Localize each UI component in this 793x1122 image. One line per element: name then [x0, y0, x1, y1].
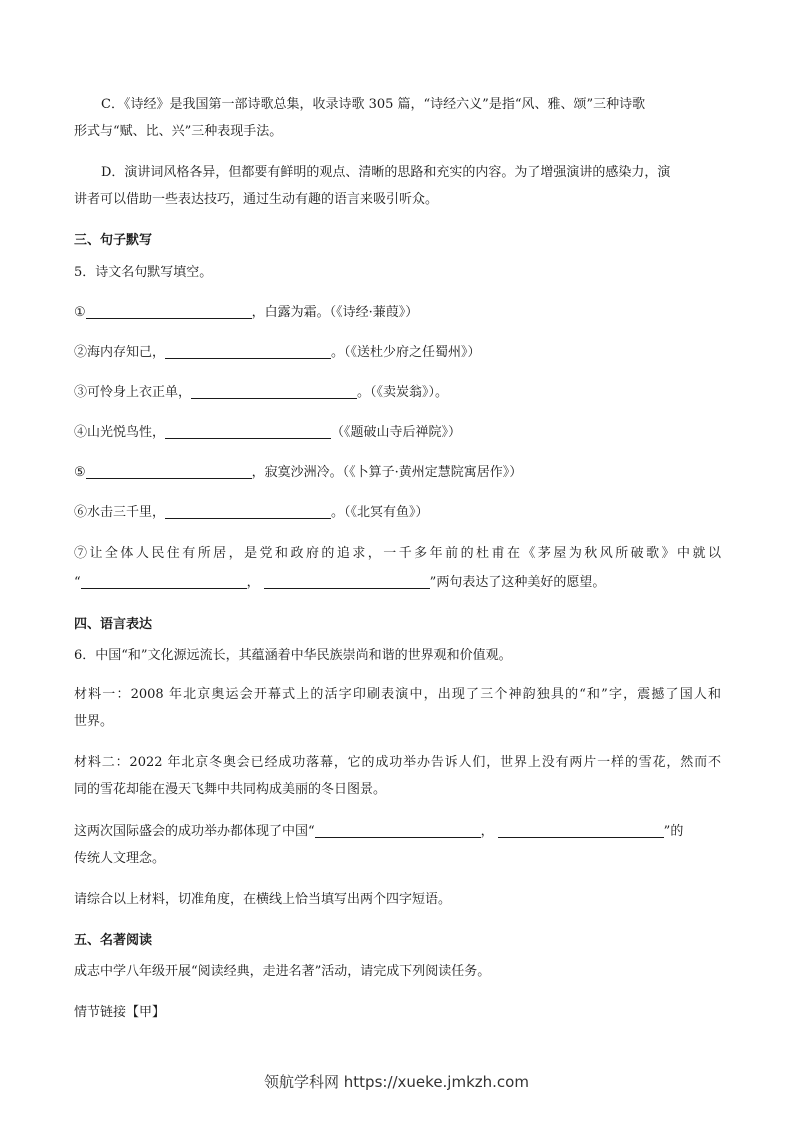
answer-blank-4[interactable] — [165, 424, 331, 439]
option-d-line2: 讲者可以借助一些表达技巧，通过生动有趣的语言来吸引听众。 — [74, 192, 439, 207]
recite-item-4-suffix: （《题破山寺后禅院》） — [331, 425, 462, 440]
section-4-heading: 四、语言表达 — [74, 617, 153, 632]
material-2-line1: 材料二：2022 年北京冬奥会已经成功落幕，它的成功举办告诉人们，世界上没有两片一样的雪花，然而不 — [74, 755, 721, 770]
recite-item-7-line2 — [74, 574, 605, 592]
recite-item-6-prefix: ⑥水击三千里， — [74, 505, 166, 520]
recite-item-2-suffix: 。（《送杜少府之任蜀州》） — [331, 345, 481, 360]
question-6-instruction: 请综合以上材料，切准角度，在横线上恰当填写出两个四字短语。 — [74, 892, 452, 907]
plot-link-label: 情节链接【甲】 — [74, 1005, 166, 1020]
recite-item-1 — [74, 304, 418, 322]
answer-blank-1[interactable] — [86, 304, 252, 319]
section-3-heading: 三、句子默写 — [74, 233, 153, 248]
recite-item-1-suffix: ，白露为霜。（《诗经·蒹葭》） — [251, 305, 419, 320]
recite-item-5-suffix: ，寂寞沙洲冷。（《卜算子·黄州定慧院寓居作》） — [251, 465, 523, 480]
recite-item-6 — [74, 504, 429, 522]
recite-item-5 — [74, 464, 522, 482]
answer-blank-3[interactable] — [191, 384, 357, 399]
blank-sentence-comma: ， — [480, 824, 494, 839]
recite-item-1-prefix: ① — [74, 305, 86, 320]
answer-blank-7a[interactable] — [81, 574, 247, 589]
recite-item-5-prefix: ⑤ — [74, 465, 86, 480]
blank-sentence-suffix: ”的 — [663, 824, 684, 839]
recite-item-3-suffix: 。（《卖炭翁》）。 — [357, 385, 449, 400]
answer-blank-6[interactable] — [165, 504, 331, 519]
option-c-line1: C．《诗经》是我国第一部诗歌总集，收录诗歌 305 篇，“诗经六义”是指“风、雅、颂”三种诗歌 — [101, 97, 646, 112]
recite-item-7-open-quote: “ — [74, 575, 81, 590]
recite-item-4-prefix: ④山光悦鸟性， — [74, 425, 166, 440]
answer-blank-8a[interactable] — [315, 823, 481, 838]
question-6-blank-sentence — [74, 823, 683, 841]
answer-blank-8b[interactable] — [498, 823, 664, 838]
answer-blank-2[interactable] — [165, 344, 331, 359]
blank-sentence-prefix: 这两次国际盛会的成功举办都体现了中国“ — [74, 824, 315, 839]
option-d-line1: D．演讲词风格各异，但都要有鲜明的观点、清晰的思路和充实的内容。为了增强演讲的感染力，演 — [101, 165, 671, 180]
option-c-line2: 形式与“赋、比、兴”三种表现手法。 — [74, 124, 283, 139]
material-1-line2: 世界。 — [74, 714, 114, 729]
recite-item-3-prefix: ③可怜身上衣正单， — [74, 385, 192, 400]
question-6: 6．中国“和”文化源远流长，其蕴涵着中华民族崇尚和谐的世界观和价值观。 — [74, 648, 512, 663]
recite-item-4 — [74, 424, 461, 442]
recite-item-7-line1: ⑦让全体人民住有所居，是党和政府的追求，一千多年前的杜甫在《茅屋为秋风所破歌》中就以 — [74, 546, 721, 561]
recite-item-6-suffix: 。（《北冥有鱼》） — [331, 505, 429, 520]
recite-item-7-suffix: ”两句表达了这种美好的愿望。 — [429, 575, 606, 590]
blank-sentence-line2: 传统人文理念。 — [74, 851, 166, 866]
recite-item-2-prefix: ②海内存知己， — [74, 345, 166, 360]
section-5-intro: 成志中学八年级开展“阅读经典，走进名著”活动，请完成下列阅读任务。 — [74, 964, 491, 979]
recite-item-7-comma: ， — [246, 575, 260, 590]
section-5-heading: 五、名著阅读 — [74, 933, 153, 948]
material-2-line2: 同的雪花却能在漫天飞舞中共同构成美丽的冬日图景。 — [74, 782, 387, 797]
recite-item-2 — [74, 344, 481, 362]
question-5: 5．诗文名句默写填空。 — [74, 265, 213, 280]
answer-blank-5[interactable] — [86, 464, 252, 479]
material-1-line1: 材料一：2008 年北京奥运会开幕式上的活字印刷表演中，出现了三个神韵独具的“和”字，震撼了国人和 — [74, 687, 721, 702]
page-footer[interactable]: 领航学科网 https://xueke.jmkzh.com — [264, 1073, 529, 1091]
recite-item-3 — [74, 384, 448, 402]
answer-blank-7b[interactable] — [264, 574, 430, 589]
